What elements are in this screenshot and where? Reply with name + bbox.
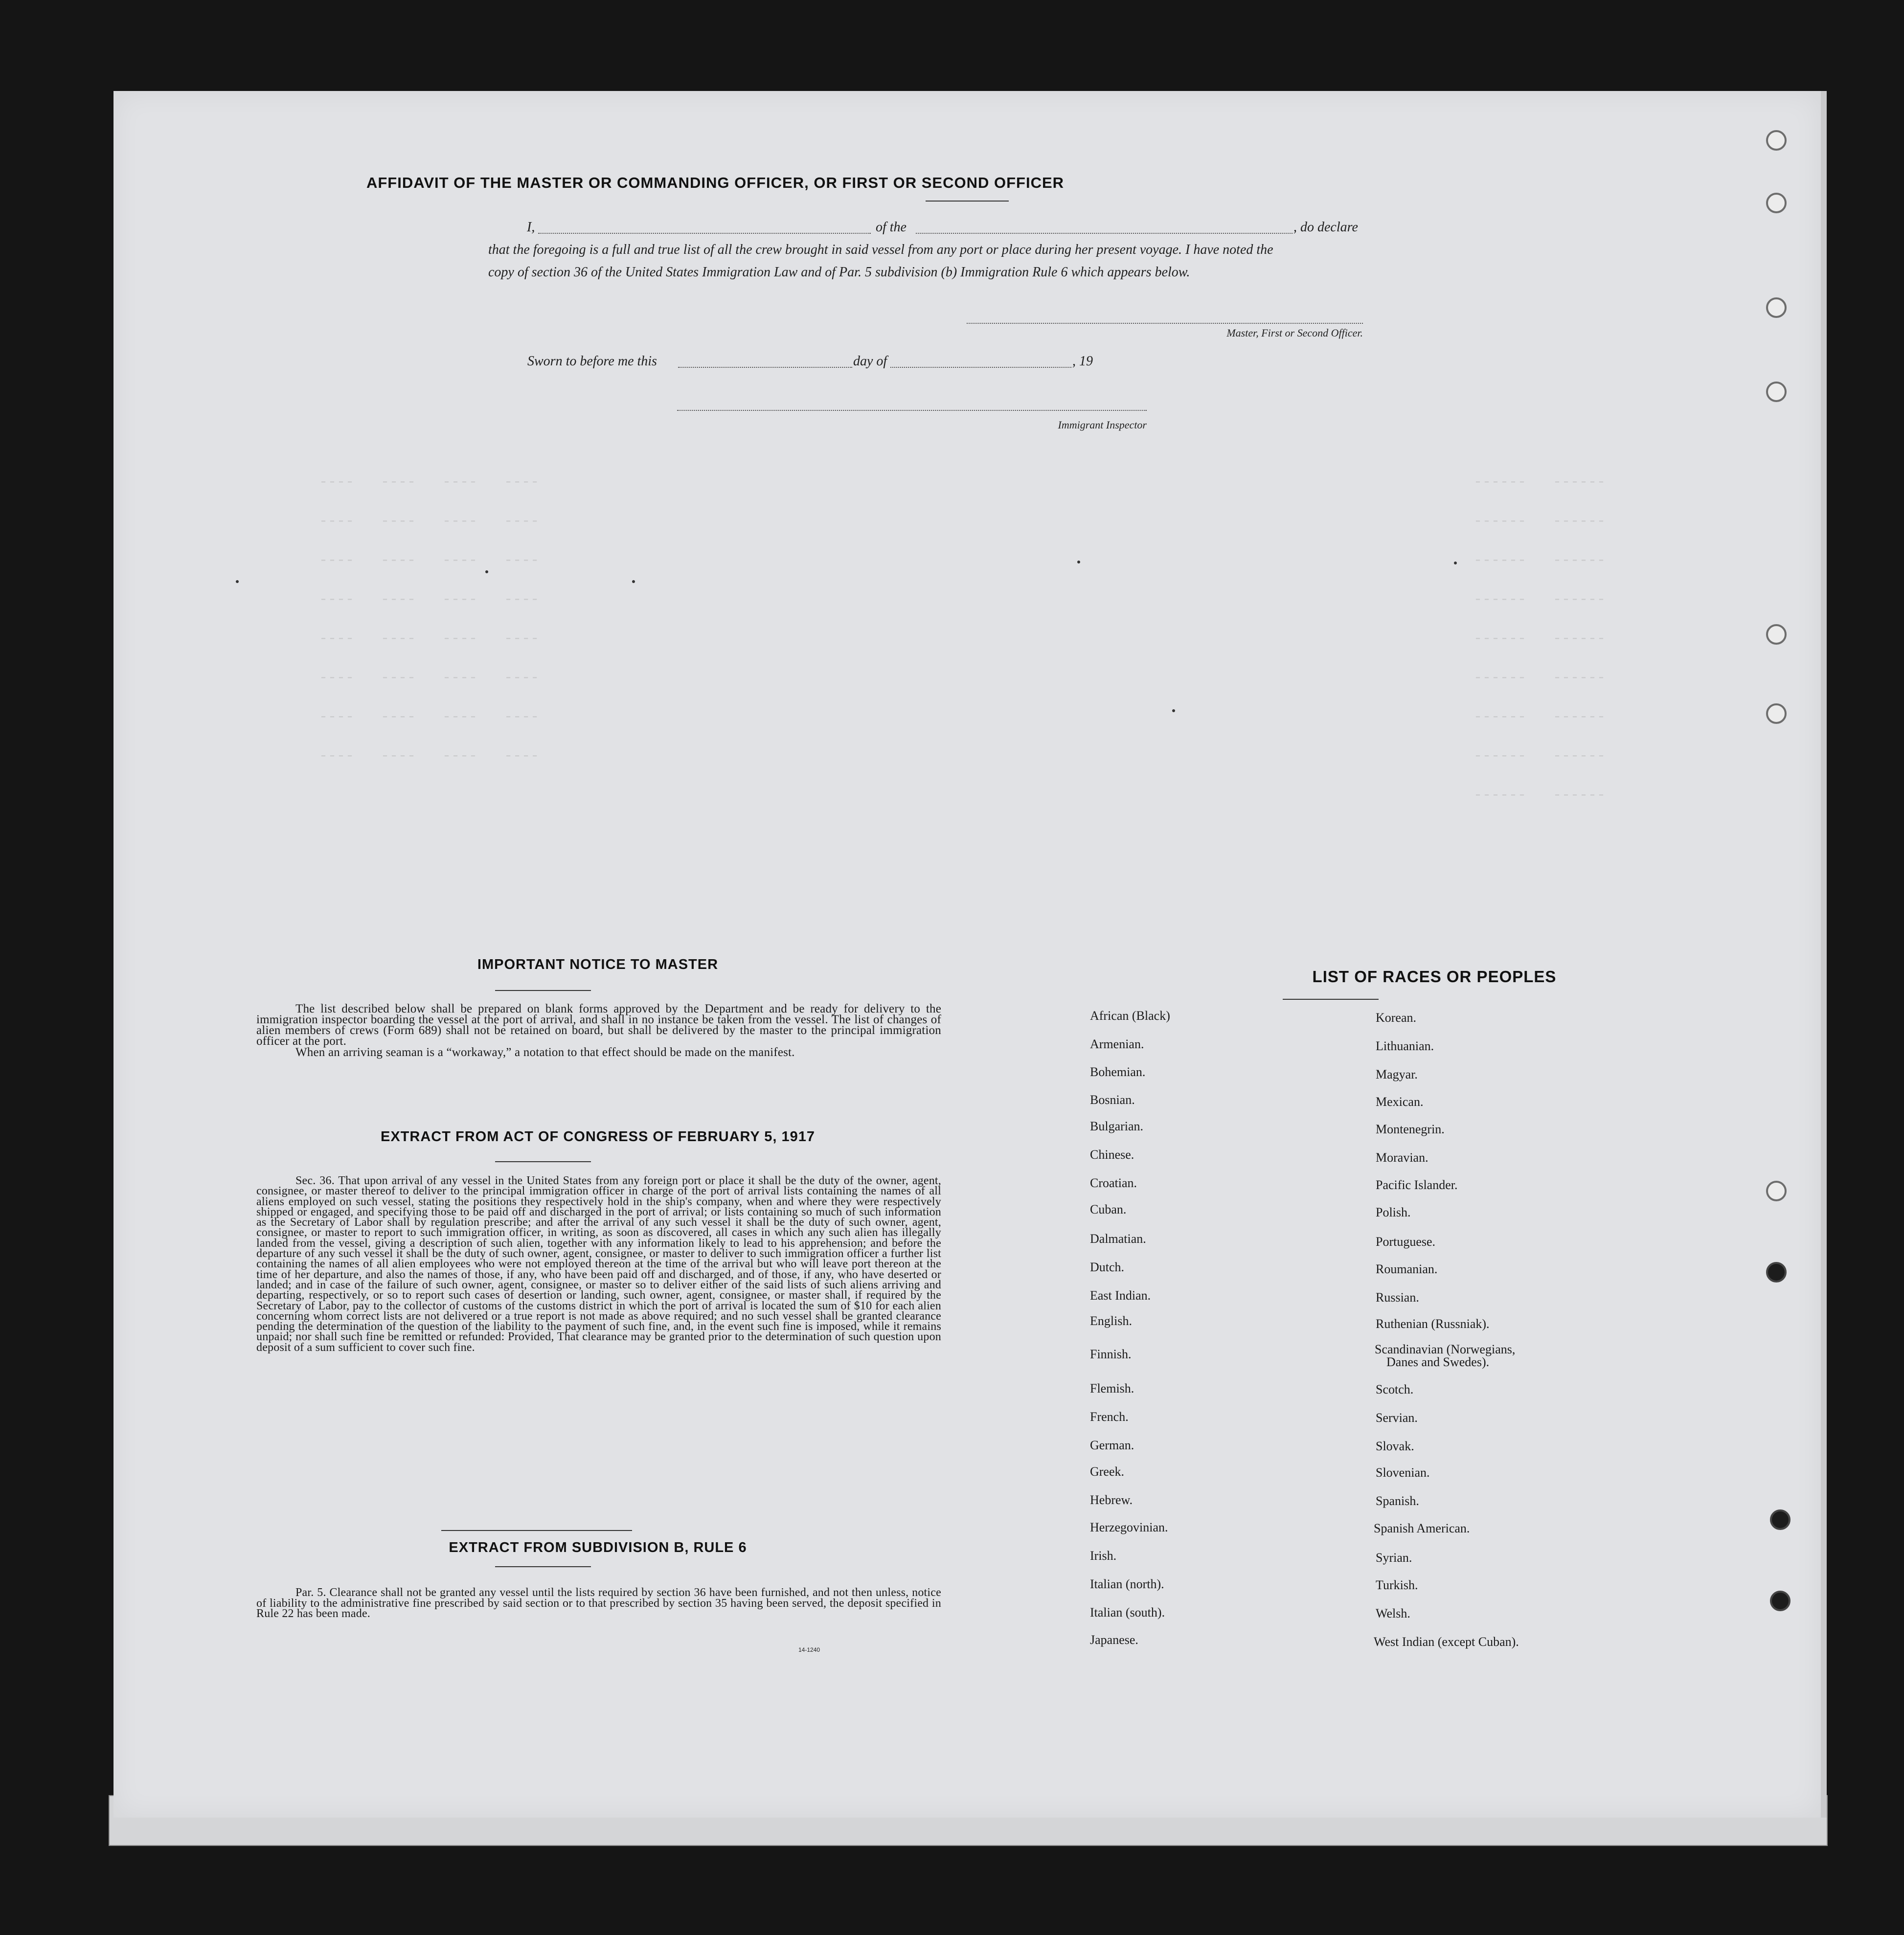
rule-extract-text: Par. 5. Clearance shall not be granted any vessel until the lists required by section 36 have been furnished, and not then unless, notice of liability to the administrative fine prescribed by said section or to that prescribed by section 35 having been served, the deposit specified in Rule 22 has been made. bbox=[256, 1586, 941, 1620]
master-name-line[interactable] bbox=[538, 233, 871, 234]
punch-hole bbox=[1766, 297, 1787, 318]
punch-hole bbox=[1770, 1509, 1791, 1530]
race-item: French. bbox=[1090, 1410, 1129, 1424]
race-item: Cuban. bbox=[1090, 1202, 1127, 1216]
race-item: Spanish American. bbox=[1374, 1521, 1470, 1535]
year-label: , 19 bbox=[1072, 354, 1093, 369]
race-item: Irish. bbox=[1090, 1549, 1117, 1563]
rule-extract-title-rule bbox=[495, 1566, 591, 1567]
affidavit-i-label: I, bbox=[527, 220, 535, 235]
race-item: English. bbox=[1090, 1314, 1132, 1328]
sworn-day-line[interactable] bbox=[678, 367, 852, 368]
race-item: Dutch. bbox=[1090, 1260, 1125, 1274]
master-signature-line[interactable] bbox=[967, 323, 1363, 324]
bleed-through-right: ------ ------ ------ ------ ------ ------ ------ ------ ------ ------ ------ ------ ------ ------ ------ ------ ------ ------ bbox=[1473, 474, 1606, 804]
race-item: Russian. bbox=[1376, 1290, 1419, 1305]
race-item: Turkish. bbox=[1376, 1578, 1418, 1592]
race-item: Magyar. bbox=[1376, 1067, 1418, 1081]
rule-extract-title: EXTRACT FROM SUBDIVISION B, RULE 6 bbox=[449, 1540, 747, 1555]
inspector-signature-caption: Immigrant Inspector bbox=[1058, 419, 1147, 431]
race-item: Korean. bbox=[1376, 1011, 1417, 1025]
race-item: Japanese. bbox=[1090, 1633, 1138, 1647]
race-item: Finnish. bbox=[1090, 1347, 1132, 1361]
race-item: Italian (south). bbox=[1090, 1605, 1165, 1620]
affidavit-of-the-label: of the bbox=[876, 220, 907, 235]
notice-paragraph-1: The list described below shall be prepared on blank forms approved by the Department and be ready for delivery to the immigration inspector boarding the vessel at the port of arrival, and shall in no instance be taken from the vessel. The list of changes of alien members of crews (Form 689) shall not be retained on board, but shall be delivered by the master to the principal immigration officer at the port. bbox=[256, 1002, 941, 1048]
notice-paragraph-2: When an arriving seaman is a “workaway,” a notation to that effect should be made on the manifest. bbox=[295, 1046, 795, 1059]
affidavit-title: AFFIDAVIT OF THE MASTER OR COMMANDING OFFICER, OR FIRST OR SECOND OFFICER bbox=[366, 174, 1065, 191]
punch-hole bbox=[1766, 193, 1787, 213]
act-extract-title-rule bbox=[495, 1161, 591, 1162]
race-item: Scotch. bbox=[1376, 1382, 1414, 1396]
affidavit-title-rule bbox=[926, 201, 1009, 202]
race-item: Spanish. bbox=[1376, 1494, 1419, 1508]
race-item: Hebrew. bbox=[1090, 1493, 1133, 1507]
race-item: Herzegovinian. bbox=[1090, 1520, 1168, 1534]
paper-speck bbox=[1172, 709, 1175, 712]
race-item: Ruthenian (Russniak). bbox=[1376, 1317, 1490, 1331]
affidavit-line-2: that the foregoing is a full and true list of all the crew brought in said vessel from any port or place during her present voyage. I have noted the bbox=[488, 242, 1273, 257]
race-item: Danes and Swedes). bbox=[1386, 1355, 1490, 1369]
notice-title-rule bbox=[495, 990, 591, 991]
race-item: West Indian (except Cuban). bbox=[1374, 1635, 1519, 1649]
punch-hole bbox=[1766, 624, 1787, 645]
notice-title: IMPORTANT NOTICE TO MASTER bbox=[477, 957, 719, 972]
race-item: Bulgarian. bbox=[1090, 1119, 1144, 1133]
race-item: Croatian. bbox=[1090, 1176, 1137, 1190]
race-item: Mexican. bbox=[1376, 1095, 1424, 1109]
race-item: Montenegrin. bbox=[1376, 1122, 1445, 1136]
race-item: Slovak. bbox=[1376, 1439, 1414, 1453]
race-item: Lithuanian. bbox=[1376, 1039, 1434, 1053]
affidavit-declare-label: , do declare bbox=[1293, 220, 1358, 235]
punch-hole bbox=[1766, 382, 1787, 402]
punch-hole bbox=[1770, 1591, 1791, 1611]
paper-speck bbox=[236, 580, 239, 583]
race-item: Welsh. bbox=[1376, 1606, 1410, 1620]
race-item: Bosnian. bbox=[1090, 1093, 1135, 1107]
race-item: Roumanian. bbox=[1376, 1262, 1438, 1276]
race-item: German. bbox=[1090, 1438, 1134, 1452]
race-item: Polish. bbox=[1376, 1205, 1411, 1219]
races-title: LIST OF RACES OR PEOPLES bbox=[1312, 968, 1557, 986]
race-item: Dalmatian. bbox=[1090, 1232, 1146, 1246]
punch-hole bbox=[1766, 130, 1787, 151]
races-title-rule bbox=[1283, 999, 1379, 1000]
race-item: Italian (north). bbox=[1090, 1577, 1164, 1591]
vessel-name-line[interactable] bbox=[916, 233, 1292, 234]
affidavit-line-3: copy of section 36 of the United States Immigration Law and of Par. 5 subdivision (b) Immigration Rule 6 which appears below. bbox=[488, 265, 1190, 280]
bleed-through-left: ---- ---- ---- ---- ---- ---- ---- ---- ---- ---- ---- ---- ---- ---- ---- ---- ---- ---- ---- ---- ---- ---- ---- ---- ---- ---- ---- ---- ---- ---- ---- ---- bbox=[319, 474, 540, 765]
document-sheet bbox=[113, 91, 1827, 1818]
race-item: Armenian. bbox=[1090, 1037, 1144, 1051]
paper-speck bbox=[1077, 561, 1080, 563]
race-item: Syrian. bbox=[1376, 1551, 1412, 1565]
race-item: Flemish. bbox=[1090, 1381, 1134, 1395]
race-item: Scandinavian (Norwegians, bbox=[1375, 1342, 1516, 1356]
day-of-label: day of bbox=[853, 354, 887, 369]
race-item: Moravian. bbox=[1376, 1150, 1428, 1165]
race-item: Slovenian. bbox=[1376, 1465, 1430, 1480]
punch-hole bbox=[1766, 1262, 1787, 1282]
punch-hole bbox=[1766, 1181, 1787, 1201]
inspector-signature-line[interactable] bbox=[677, 410, 1147, 411]
form-number: 14-1240 bbox=[798, 1646, 820, 1653]
paper-speck bbox=[1454, 562, 1457, 564]
act-extract-text: Sec. 36. That upon arrival of any vessel in the United States from any foreign port or place it shall be the duty of the owner, agent, consignee, or master thereof to deliver to the principal immigration officer in charge of the port of arrival lists containing the names of all aliens employed on such vessel, stating the positions they respectively hold in the ship's company, when and where they were respectively shipped or engaged, and specifying those to be paid off and discharged in the port of arrival; or lists containing so much of such information as the Secretary of Labor shall by regulation prescribe; and after the arrival of any such vessel it shall be the duty of such owner, agent, consignee, or master to report to such immigration officer, in writing, as soon as discovered, all cases in which any such alien has illegally landed from the vessel, giving a description of such alien, together with any information likely to lead to his apprehension; and before the departure of any such vessel it shall be the duty of such owner, agent, consignee, or master to deliver to such immigration officer a further list containing the names of all alien employees who were not employed thereon at the time of the arrival but who will leave port thereon at the time of her departure, and also the names of those, if any, who have been paid off and discharged, and of those, if any, who have deserted or landed; and in case of the failure of such owner, agent, consignee, or master so to deliver either of the said lists of such aliens arriving and departing, respectively, or so to report such cases of desertion or landing, such owner, agent, consignee, or master shall, if required by the Secretary of Labor, pay to the collector of customs of the customs district in which the port of arrival is located the sum of $10 for each alien concerning whom correct lists are not delivered or a true report is not made as above required; and no such vessel shall be granted clearance pending the determination of the question of the liability to the payment of such fine, and, in the event such fine is imposed, while it remains unpaid; nor shall such fine be remitted or refunded: Provided, That clearance may be granted prior to the determination of such question upon deposit of a sum sufficient to cover such fine. bbox=[256, 1174, 941, 1354]
act-extract-title: EXTRACT FROM ACT OF CONGRESS OF FEBRUARY 5, 1917 bbox=[380, 1129, 816, 1145]
race-item: Bohemian. bbox=[1090, 1065, 1146, 1079]
race-item: African (Black) bbox=[1090, 1009, 1170, 1023]
punch-hole bbox=[1766, 703, 1787, 724]
race-item: Chinese. bbox=[1090, 1148, 1134, 1162]
rule-extract-top-rule bbox=[441, 1530, 632, 1531]
race-item: Servian. bbox=[1376, 1411, 1418, 1425]
race-item: East Indian. bbox=[1090, 1288, 1151, 1303]
paper-speck bbox=[632, 580, 635, 583]
paper-speck bbox=[485, 570, 488, 573]
sworn-label: Sworn to before me this bbox=[527, 354, 657, 369]
master-signature-caption: Master, First or Second Officer. bbox=[1226, 327, 1363, 339]
sworn-month-line[interactable] bbox=[890, 367, 1071, 368]
race-item: Portuguese. bbox=[1376, 1235, 1436, 1249]
race-item: Pacific Islander. bbox=[1376, 1178, 1458, 1192]
race-item: Greek. bbox=[1090, 1464, 1125, 1479]
